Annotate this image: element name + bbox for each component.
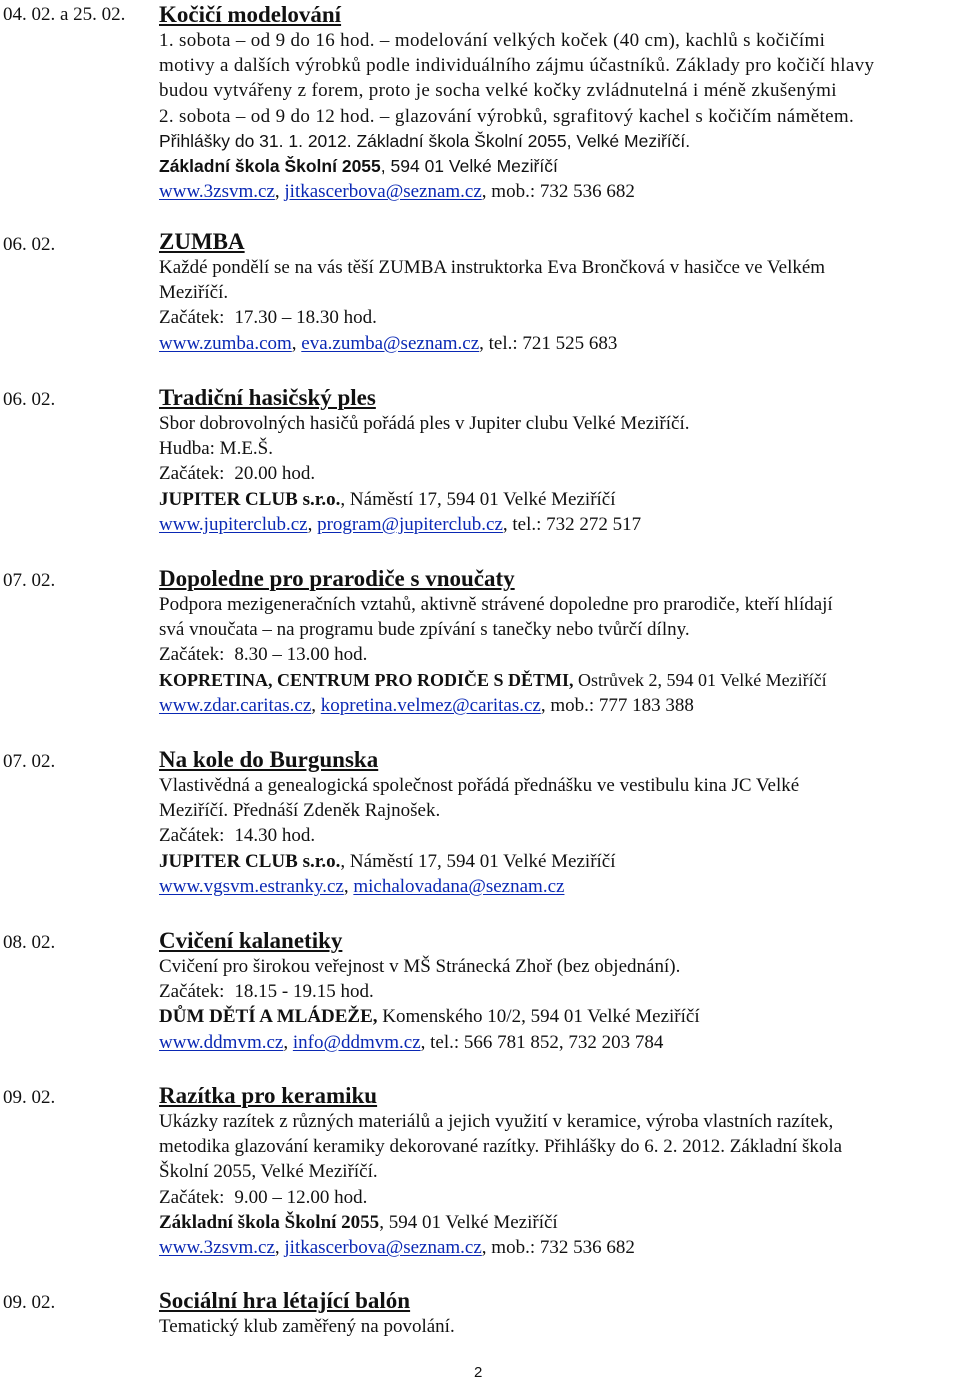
website-link[interactable]: www.zumba.com [159,332,292,354]
organizer-address: , 594 01 Velké Meziříčí [380,156,558,177]
event-title: Dopoledne pro prarodiče s vnoučaty [159,566,515,591]
organizer-name: JUPITER CLUB s.r.o. [159,850,341,872]
start-label: Začátek: [159,981,225,1003]
event-title: Sociální hra létající balón [159,1288,411,1313]
event-description-line: 1. sobota – od 9 do 16 hod. – modelování velkých koček (40 cm), kachlů s kočičími [159,30,826,51]
event-contacts: www.3zsvm.cz, jitkascerbova@seznam.cz, mob.: 732 536 682 [159,1237,635,1259]
event-description-line: Vlastivědná a genealogická společnost pořádá přednášku ve vestibulu kina JC Velké [159,775,800,796]
event-start [159,642,957,667]
start-label: Začátek: [159,644,225,666]
organizer-address: , Náměstí 17, 594 01 Velké Meziříčí [340,850,616,872]
event-description-line: Meziříčí. Přednáší Zdeněk Rajnošek. [159,800,441,822]
event-date: 07. 02. [3,751,56,772]
website-link[interactable]: www.zdar.caritas.cz [159,694,312,716]
event-description-line: Přihlášky do 31. 1. 2012. Základní škola Školní 2055, Velké Meziříčí. [159,130,691,151]
start-time: 14.30 hod. [234,825,316,847]
website-link[interactable]: www.3zsvm.cz [159,181,275,203]
start-label: Začátek: [159,1186,225,1208]
event-description-line: Každé pondělí se na vás těší ZUMBA instruktorka Eva Brončková v hasičce ve Velkém [159,257,826,278]
event-description-line: Hudba: M.E.Š. [159,438,273,460]
website-link[interactable]: www.jupiterclub.cz [159,513,308,535]
organizer-address: Komenského 10/2, 594 01 Velké Meziříčí [377,1006,700,1028]
event-date: 04. 02. a 25. 02. [3,4,126,25]
event-date: 06. 02. [3,389,56,410]
event-description-line: Sbor dobrovolných hasičů pořádá ples v Jupiter clubu Velké Meziříčí. [159,413,690,434]
event-start [159,1185,957,1210]
email-link[interactable]: info@ddmvm.cz [292,1031,421,1053]
organizer-name: JUPITER CLUB s.r.o. [159,488,341,510]
event-date: 08. 02. [3,932,56,953]
event-description-line: 2. sobota – od 9 do 12 hod. – glazování výrobků, sgrafitový kachel s kočičím námětem. [159,105,855,127]
organizer-address: Ostrůvek 2, 594 01 Velké Meziříčí [573,669,827,690]
event-contacts: www.3zsvm.cz, jitkascerbova@seznam.cz, mob.: 732 536 682 [159,181,635,203]
event-description-line: motivy a dalších výrobků podle individuálního zájmu účastníků. Základy pro kočičí hlavy [159,55,875,77]
event-title: Tradiční hasičský ples [159,385,376,410]
start-time: 17.30 – 18.30 hod. [234,307,377,329]
event-contacts: www.zumba.com, eva.zumba@seznam.cz, tel.: 721 525 683 [159,332,618,354]
event-title: Razítka pro keramiku [159,1083,378,1108]
contact-phone: , tel.: 721 525 683 [479,332,618,354]
organizer-name: Základní škola Školní 2055 [159,1211,380,1233]
event-description-line: Školní 2055, Velké Meziříčí. [159,1161,378,1183]
event-description-line: budou vytvářeny z forem, proto je socha velké kočky zvládnutelná i méně zkušenými [159,80,837,102]
event-organizer [159,1210,957,1235]
event-cviceni-kalanetiky [0,928,960,1055]
event-na-kole-do-burgunska [0,747,960,899]
event-description-line: Podpora mezigeneračních vztahů, aktivně strávené dopoledne pro prarodiče, kteří hlídají [159,594,833,615]
event-title: ZUMBA [159,229,245,254]
email-link[interactable]: kopretina.velmez@caritas.cz [320,694,541,716]
organizer-name: KOPRETINA, CENTRUM PRO RODIČE S DĚTMI, [159,669,574,690]
start-time: 20.00 hod. [234,463,316,485]
event-contacts: www.jupiterclub.cz, program@jupiterclub.cz, tel.: 732 272 517 [159,513,642,535]
event-start [159,461,957,486]
event-title: Kočičí modelování [159,2,342,27]
event-zumba [0,229,960,356]
contact-phone: , tel.: 566 781 852, 732 203 784 [420,1031,664,1053]
event-start [159,305,957,330]
event-contacts: www.vgsvm.estranky.cz, michalovadana@seznam.cz [159,875,565,897]
event-organizer [159,1004,957,1029]
contact-phone: , mob.: 777 183 388 [540,694,694,716]
event-hasicsky-ples [0,385,960,537]
event-organizer [159,668,957,693]
event-organizer [159,154,957,179]
contact-phone: , mob.: 732 536 682 [481,181,635,203]
email-link[interactable]: michalovadana@seznam.cz [353,875,565,897]
event-description-line: metodika glazování keramiky dekorované razítky. Přihlášky do 6. 2. 2012. Základní škola [159,1136,843,1158]
event-razitka-pro-keramiku [0,1083,960,1260]
event-description-line: Meziříčí. [159,282,229,304]
email-link[interactable]: eva.zumba@seznam.cz [301,332,480,354]
event-date: 09. 02. [3,1292,56,1313]
event-description-line: Cvičení pro širokou veřejnost v MŠ Stránecká Zhoř (bez objednání). [159,956,681,977]
website-link[interactable]: www.ddmvm.cz [159,1031,284,1053]
event-organizer [159,849,957,874]
start-time: 18.15 - 19.15 hod. [234,981,374,1003]
event-organizer [159,487,957,512]
contact-phone: , mob.: 732 536 682 [481,1237,635,1259]
start-time: 9.00 – 12.00 hod. [234,1186,368,1208]
event-letajici-balon [0,1288,960,1339]
start-time: 8.30 – 13.00 hod. [234,644,368,666]
event-prarodice [0,566,960,718]
page-number: 2 [474,1364,483,1381]
organizer-name: DŮM DĚTÍ A MLÁDEŽE, [159,1006,378,1028]
event-description-line: Ukázky razítek z různých materiálů a jejich využití v keramice, výroba vlastních razítek, [159,1111,834,1132]
email-link[interactable]: jitkascerbova@seznam.cz [284,1237,482,1259]
event-contacts: www.ddmvm.cz, info@ddmvm.cz, tel.: 566 781 852, 732 203 784 [159,1031,664,1053]
start-label: Začátek: [159,463,225,485]
email-link[interactable]: program@jupiterclub.cz [317,513,503,535]
start-label: Začátek: [159,307,225,329]
event-description-line: svá vnoučata – na programu bude zpívání s tanečky nebo tvůrčí dílny. [159,619,690,641]
event-date: 06. 02. [3,234,56,255]
email-link[interactable]: jitkascerbova@seznam.cz [284,181,482,203]
event-start [159,823,957,848]
event-title: Na kole do Burgunska [159,747,379,772]
event-title: Cvičení kalanetiky [159,928,343,953]
event-date: 07. 02. [3,570,56,591]
start-label: Začátek: [159,825,225,847]
website-link[interactable]: www.3zsvm.cz [159,1237,275,1259]
organizer-name: Základní škola Školní 2055 [159,156,381,177]
website-link[interactable]: www.vgsvm.estranky.cz [159,875,344,897]
event-kocici-modelovani [0,2,960,204]
organizer-address: , Náměstí 17, 594 01 Velké Meziříčí [340,488,616,510]
event-start [159,979,957,1004]
event-date: 09. 02. [3,1087,56,1108]
organizer-address: , 594 01 Velké Meziříčí [379,1211,558,1233]
contact-phone: , tel.: 732 272 517 [502,513,642,535]
event-description-line: Tematický klub zaměřený na povolání. [159,1316,455,1337]
event-contacts: www.zdar.caritas.cz, kopretina.velmez@caritas.cz, mob.: 777 183 388 [159,694,694,716]
